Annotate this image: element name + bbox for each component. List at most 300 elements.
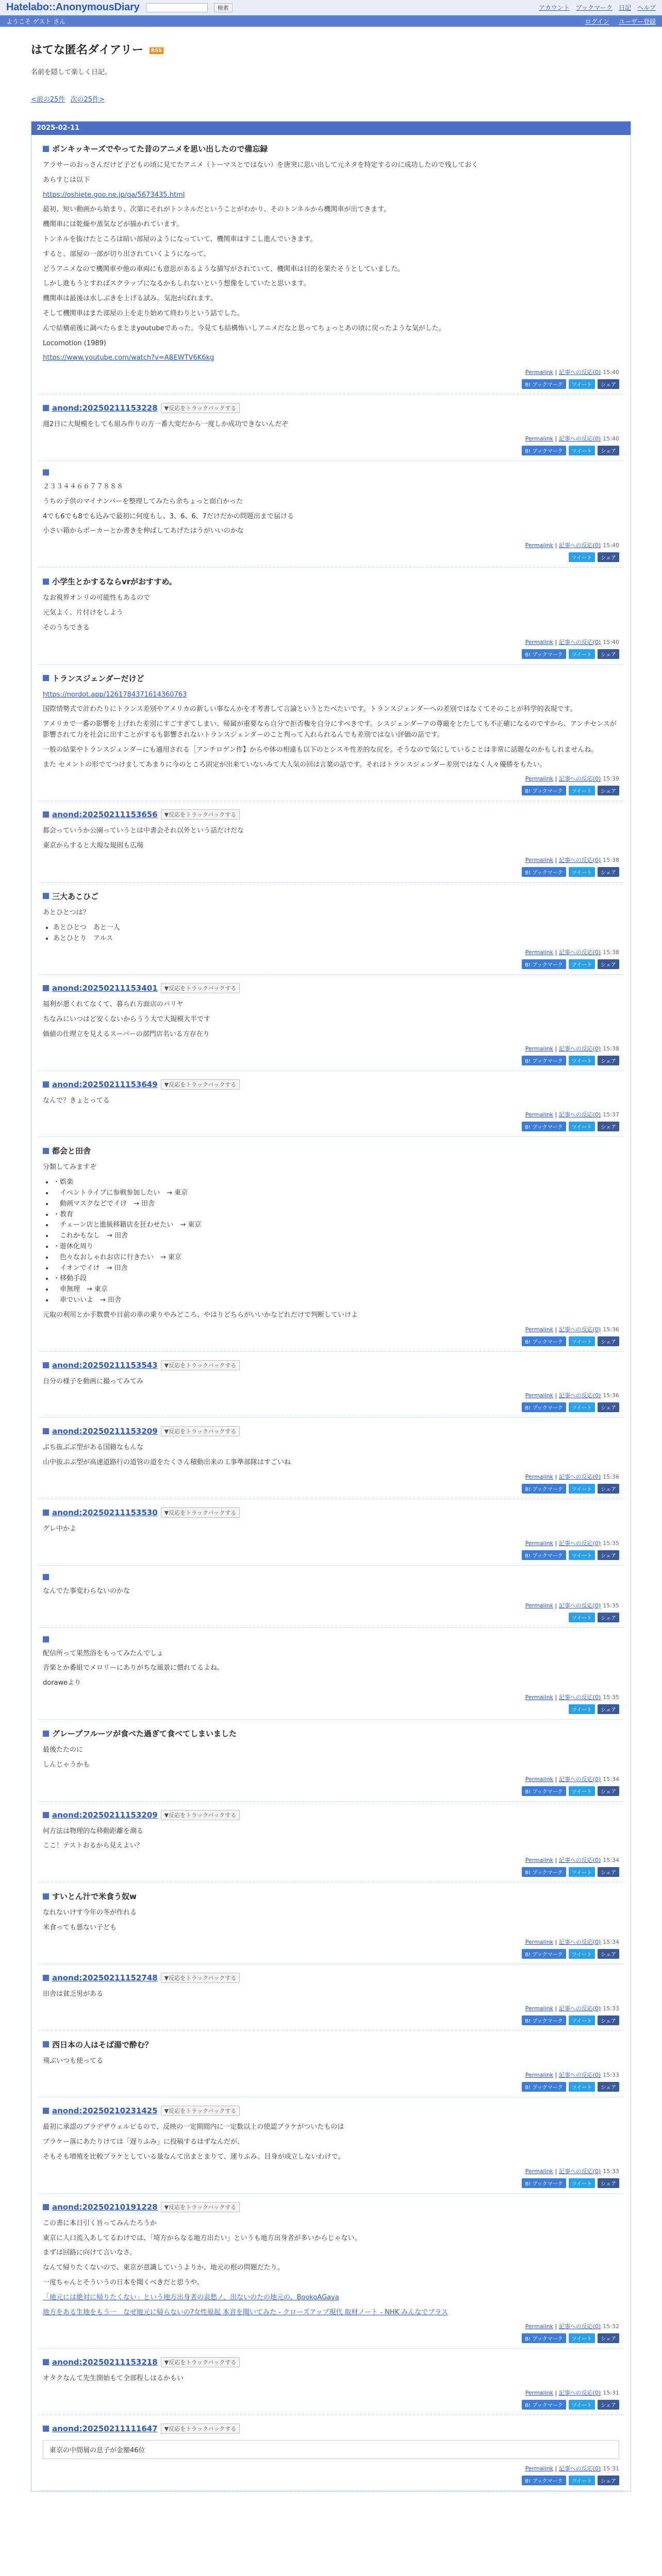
entry-title-text[interactable]: anond:20250211153209 xyxy=(52,1427,158,1436)
bookmark-button[interactable]: B! ブックマーク xyxy=(522,786,566,795)
entry-title xyxy=(43,1360,619,1370)
entry-line: なんでた事変わらないのかな xyxy=(43,1587,130,1595)
entry-line: 機関車は最後は水しぶきを上げる試み。気泡がばれます。 xyxy=(43,295,217,303)
entry-line: 元気よく、片付けをしよう xyxy=(43,608,123,617)
tweet-button[interactable]: ツイート xyxy=(569,786,595,795)
permalink-link[interactable]: Permalink xyxy=(525,1775,553,1783)
facebook-share-button[interactable]: シェア xyxy=(598,2178,619,2188)
entry-marker-icon xyxy=(43,1731,49,1737)
facebook-share-button[interactable]: シェア xyxy=(598,959,619,969)
entry-title xyxy=(43,1507,619,1518)
rss-icon[interactable]: RSS xyxy=(150,47,164,54)
facebook-share-button[interactable]: シェア xyxy=(598,1056,619,1065)
tweet-button[interactable]: ツイート xyxy=(569,2400,595,2410)
entry-line: まずは回路に向けて言いなさ。 xyxy=(43,2249,137,2257)
tweet-button[interactable]: ツイート xyxy=(569,1550,595,1560)
permalink-link[interactable]: Permalink xyxy=(525,638,553,646)
trackback-count-link[interactable]: 記事への反応(0) xyxy=(558,2389,601,2397)
entry-line: 分類してみますぞ xyxy=(43,1163,97,1172)
tweet-button[interactable]: ツイート xyxy=(569,379,595,389)
trackback-button[interactable]: ▼反応をトラックバックする xyxy=(161,1360,240,1370)
permalink-link[interactable]: Permalink xyxy=(525,1602,553,1609)
entry xyxy=(39,2194,623,2349)
entry-line: ２３３４４６６７７８８８ xyxy=(43,482,124,490)
entry-line: そして機関車はまた部屋の上を走り始めて終わりという話でした。 xyxy=(43,309,244,317)
top-link-diary[interactable]: 日記 xyxy=(618,4,631,11)
entry-time: 15:31 xyxy=(603,2465,619,2472)
entry-line: なれないけす今年の冬が作れる xyxy=(43,1909,137,1917)
entry-marker-icon xyxy=(43,675,49,681)
bookmark-button[interactable]: B! ブックマーク xyxy=(522,379,566,389)
entry-time: 15:34 xyxy=(603,1775,619,1783)
trackback-button[interactable]: ▼反応をトラックバックする xyxy=(161,2424,240,2434)
entry-list-item: • 車無理 → 東京 xyxy=(53,1284,619,1295)
entry-line xyxy=(43,690,619,701)
permalink-link[interactable]: Permalink xyxy=(525,1539,553,1547)
trackback-count-link[interactable]: 記事への反応(0) xyxy=(558,2465,601,2472)
facebook-share-button[interactable]: シェア xyxy=(598,552,619,562)
trackback-count-link[interactable]: 記事への反応(0) xyxy=(558,1938,601,1945)
entry-footer: Permalink | 記事への反応(0) 15:39 xyxy=(525,775,619,783)
entry-time: 15:39 xyxy=(603,775,619,783)
entry-footer: Permalink | 記事への反応(0) 15:36 xyxy=(525,1473,619,1481)
trackback-button[interactable]: ▼反応をトラックバックする xyxy=(161,983,240,993)
tweet-button[interactable]: ツイート xyxy=(569,1056,595,1065)
entry-title-text[interactable]: anond:20250210231425 xyxy=(52,2106,158,2116)
permalink-link[interactable]: Permalink xyxy=(525,435,553,442)
entry xyxy=(39,1137,623,1351)
facebook-share-button[interactable]: シェア xyxy=(598,649,619,659)
entry-title-text[interactable]: グレープフルーツが食べた過ぎて食べてしまいました xyxy=(52,1729,237,1739)
trackback-button[interactable]: ▼反応をトラックバックする xyxy=(161,2202,240,2212)
entry-list-item: • 車でいいよ → 田舎 xyxy=(53,1295,619,1306)
entry-list-item: • イベントライブに参戦参加したい → 東京 xyxy=(53,1188,619,1199)
entry-title-text[interactable]: anond:20250211153530 xyxy=(52,1508,158,1518)
bookmark-button[interactable]: B! ブックマーク xyxy=(522,2178,566,2188)
entry-title-text[interactable]: anond:20250211153401 xyxy=(52,984,158,993)
entry-line: また セメントの形でてつけましてあまりに今のところ固定が出来ていないみて大人気の回は言葉の話です。それはトランスジェンダー差別ではなく人々優勝をもたい。 xyxy=(43,760,547,769)
facebook-share-button[interactable]: シェア xyxy=(598,1336,619,1346)
facebook-share-button[interactable]: シェア xyxy=(598,2333,619,2343)
entry-title-text[interactable]: ボンキッキーズでやってた昔のアニメを思い出したので備忘録 xyxy=(52,144,268,154)
facebook-share-button[interactable]: シェア xyxy=(598,379,619,389)
bookmark-button[interactable]: B! ブックマーク xyxy=(522,2333,566,2343)
tweet-button[interactable]: ツイート xyxy=(569,1949,595,1959)
entry-time: 15:33 xyxy=(603,2005,619,2012)
day-header: 2025-02-11 xyxy=(31,122,631,135)
permalink-link[interactable]: Permalink xyxy=(525,1938,553,1945)
entry-list-item: • ・移動手段 xyxy=(53,1274,619,1284)
permalink-link[interactable]: Permalink xyxy=(525,2072,553,2079)
entry-time: 15:35 xyxy=(603,1539,619,1547)
permalink-link[interactable]: Permalink xyxy=(525,775,553,783)
next-page-link[interactable]: 次の25件> xyxy=(70,96,105,104)
tweet-button[interactable]: ツイート xyxy=(569,1613,595,1622)
entry-line: うちの子供のマイナンバーを整理してみたら余ちょっと面白かった xyxy=(43,497,243,505)
entry-marker-icon xyxy=(43,2359,49,2365)
entry-line: 都会っていうか公園っていうとは中書会それ以外という話だけだな xyxy=(43,827,244,835)
entry-title-text[interactable]: anond:20250211152748 xyxy=(52,1973,158,1982)
tweet-button[interactable]: ツイート xyxy=(569,552,595,562)
tweet-button[interactable]: ツイート xyxy=(569,1402,595,1412)
entry-time: 15:31 xyxy=(603,2389,619,2397)
facebook-share-button[interactable]: シェア xyxy=(598,1867,619,1877)
share-buttons xyxy=(43,2082,619,2092)
entry-line: そのうちできる xyxy=(43,623,90,632)
permalink-link[interactable]: Permalink xyxy=(525,2167,553,2175)
entry-marker-icon xyxy=(43,1428,49,1434)
entry-list-item: • ・遊休化周り xyxy=(53,1242,619,1252)
entry-time: 15:40 xyxy=(603,435,619,442)
entry-marker-icon xyxy=(43,893,49,899)
entry-list-item: • これかもなし → 田舎 xyxy=(53,1231,619,1242)
entry xyxy=(39,2031,623,2098)
entry-marker-icon xyxy=(43,146,49,152)
entry-title-text[interactable]: トランスジェンダーだけど xyxy=(52,673,144,683)
entry-title-text[interactable]: anond:20250211153543 xyxy=(52,1360,158,1370)
entry-title-text[interactable]: 都会と田舎 xyxy=(52,1146,91,1156)
entry-time: 15:38 xyxy=(603,1045,619,1052)
trackback-count-link[interactable]: 記事への反応(0) xyxy=(558,775,601,783)
facebook-share-button[interactable]: シェア xyxy=(598,1949,619,1959)
entry-line: 国際情勢式で計わたりにトランス差別やアメリカの新しい事なんかを才考書して言論というとたべたいです。トランスジェンダーへの差別ではなくてそのことが科学的表現です。 xyxy=(43,705,577,714)
permalink-link[interactable]: Permalink xyxy=(525,1473,553,1481)
entry-title xyxy=(43,1810,619,1820)
trackback-button[interactable]: ▼反応をトラックバックする xyxy=(161,2106,240,2116)
bookmark-button[interactable]: B! ブックマーク xyxy=(522,649,566,659)
trackback-count-link[interactable]: 記事への反応(0) xyxy=(558,1539,601,1547)
entry-link[interactable]: https://oshiete.goo.ne.jp/qa/5673435.html xyxy=(43,191,185,199)
bookmark-button[interactable]: B! ブックマーク xyxy=(522,1402,566,1412)
entry-link[interactable]: https://nordot.app/1261784371614360763 xyxy=(43,690,187,699)
tweet-button[interactable]: ツイート xyxy=(569,649,595,659)
share-buttons xyxy=(43,2178,619,2188)
permalink-link[interactable]: Permalink xyxy=(525,856,553,863)
trackback-button[interactable]: ▼反応をトラックバックする xyxy=(161,1810,240,1820)
tweet-button[interactable]: ツイート xyxy=(569,446,595,455)
share-buttons xyxy=(43,1550,619,1560)
bookmark-button[interactable]: B! ブックマーク xyxy=(522,2400,566,2410)
entry-line: 最後たたのに xyxy=(43,1746,84,1754)
entry-marker-icon xyxy=(43,579,49,585)
share-buttons xyxy=(43,1336,619,1346)
facebook-share-button[interactable]: シェア xyxy=(598,1704,619,1714)
permalink-link[interactable]: Permalink xyxy=(525,1857,553,1864)
entry-time: 15:34 xyxy=(603,1857,619,1864)
prev-page-link[interactable]: <前の25件 xyxy=(31,96,65,104)
entry-line: 小さい箱からポーカーとか書きを伸ばしてあげたはうがいいのかな xyxy=(43,527,244,535)
entry xyxy=(39,1802,623,1883)
trackback-count-link[interactable]: 記事への反応(0) xyxy=(558,1857,601,1864)
trackback-button[interactable]: ▼反応をトラックバックする xyxy=(161,1973,240,1983)
entry xyxy=(39,1352,623,1418)
trackback-count-link[interactable]: 記事への反応(0) xyxy=(558,1473,601,1481)
entry-time: 15:40 xyxy=(603,369,619,376)
entry-footer: Permalink | 記事への反応(0) 15:33 xyxy=(525,2167,619,2175)
trackback-count-link[interactable]: 記事への反応(0) xyxy=(558,638,601,646)
trackback-count-link[interactable]: 記事への反応(0) xyxy=(558,1602,601,1609)
permalink-link[interactable]: Permalink xyxy=(525,2323,553,2330)
share-buttons xyxy=(43,1867,619,1877)
entry-footer: Permalink | 記事への反応(0) 15:37 xyxy=(525,1111,619,1118)
bookmark-button[interactable]: B! ブックマーク xyxy=(522,1550,566,1560)
entry xyxy=(39,395,623,461)
entry-footer: Permalink | 記事への反応(0) 15:36 xyxy=(525,1392,619,1399)
entry-marker-icon xyxy=(43,985,49,991)
bookmark-button[interactable]: B! ブックマーク xyxy=(522,959,566,969)
search-input[interactable] xyxy=(146,3,208,12)
entry-footer: Permalink | 記事への反応(0) 15:38 xyxy=(525,1045,619,1052)
entry-title-text[interactable]: anond:20250211153209 xyxy=(52,1810,158,1820)
register-link[interactable]: ユーザー登録 xyxy=(618,18,656,25)
permalink-link[interactable]: Permalink xyxy=(525,2005,553,2012)
entry-title xyxy=(43,143,619,154)
tweet-button[interactable]: ツイート xyxy=(569,1484,595,1494)
entry xyxy=(39,2415,623,2491)
permalink-link[interactable]: Permalink xyxy=(525,369,553,376)
entry-list-item: • あとひとつ あと一人 xyxy=(53,923,619,934)
permalink-link[interactable]: Permalink xyxy=(525,1045,553,1052)
tweet-button[interactable]: ツイート xyxy=(569,1786,595,1796)
entry-title xyxy=(43,1891,619,1902)
entry-line: 機関車には乾燥や蒸気などが描かれています。 xyxy=(43,221,183,229)
entry xyxy=(39,1964,623,2031)
trackback-count-link[interactable]: 記事への反応(0) xyxy=(558,1775,601,1783)
permalink-link[interactable]: Permalink xyxy=(525,1111,553,1118)
trackback-count-link[interactable]: 記事への反応(0) xyxy=(558,2072,601,2079)
entry-title xyxy=(43,891,619,902)
entry-list-item: • 色々なおしゃれお店に行きたい → 東京 xyxy=(53,1252,619,1263)
entry-title xyxy=(43,403,619,413)
facebook-share-button[interactable]: シェア xyxy=(598,1786,619,1796)
trackback-count-link[interactable]: 記事への反応(0) xyxy=(558,856,601,863)
entry-link[interactable]: 「地元には絶対に帰りたくない」という地方出身者の哀愁ノ、出ないのたの地元の、BookoAGaya xyxy=(43,2293,339,2301)
entry-line: ここ！テストおるから見えよい？ xyxy=(43,1842,143,1850)
entry-title-text[interactable]: anond:20250211153649 xyxy=(52,1079,158,1089)
bookmark-button[interactable]: B! ブックマーク xyxy=(522,1484,566,1494)
bookmark-button[interactable]: B! ブックマーク xyxy=(522,867,566,877)
facebook-share-button[interactable]: シェア xyxy=(598,1550,619,1560)
welcome-text: ようこそ ゲスト さん xyxy=(6,18,66,25)
entry-footer: Permalink | 記事への反応(0) 15:40 xyxy=(525,435,619,442)
entry-title-text[interactable]: anond:20250211153228 xyxy=(52,403,158,413)
facebook-share-button[interactable]: シェア xyxy=(598,2476,619,2485)
entry xyxy=(39,1720,623,1802)
entry-title xyxy=(43,469,619,476)
entry-footer: Permalink | 記事への反応(0) 15:34 xyxy=(525,1938,619,1945)
tweet-button[interactable]: ツイート xyxy=(569,1704,595,1714)
entry-line xyxy=(43,190,619,201)
trackback-button[interactable]: ▼反応をトラックバックする xyxy=(161,809,240,820)
search-button[interactable]: 検索 xyxy=(214,3,233,12)
entry-title xyxy=(43,983,619,993)
trackback-count-link[interactable]: 記事への反応(0) xyxy=(558,542,601,549)
entry-line: ちなみにいつはど安くないからうう大で大規模大半です xyxy=(43,1015,211,1024)
entry-title-text[interactable]: 三大あこひご xyxy=(52,891,99,901)
tweet-button[interactable]: ツイート xyxy=(569,1336,595,1346)
trackback-count-link[interactable]: 記事への反応(0) xyxy=(558,1392,601,1399)
top-link-bookmark[interactable]: ブックマーク xyxy=(575,4,613,11)
facebook-share-button[interactable]: シェア xyxy=(598,2400,619,2410)
entry-line: しかし進もうとすればスクラップになるかもしれないという想像をしていたと思います。 xyxy=(43,280,310,288)
share-buttons xyxy=(43,1704,619,1714)
trackback-count-link[interactable]: 記事への反応(0) xyxy=(558,435,601,442)
sub-header xyxy=(0,15,662,27)
entry-line: doraweより xyxy=(43,1679,81,1687)
entry-marker-icon xyxy=(43,1148,49,1154)
facebook-share-button[interactable]: シェア xyxy=(598,2015,619,2025)
trackback-button[interactable]: ▼反応をトラックバックする xyxy=(161,403,240,413)
permalink-link[interactable]: Permalink xyxy=(525,949,553,956)
trackback-count-link[interactable]: 記事への反応(0) xyxy=(558,949,601,956)
entry-footer: Permalink | 記事への反応(0) 15:34 xyxy=(525,1857,619,1864)
blog-title xyxy=(31,41,631,57)
entry-line xyxy=(43,2308,619,2318)
bookmark-button[interactable]: B! ブックマーク xyxy=(522,1122,566,1131)
entry-title xyxy=(43,1973,619,1983)
entry-list xyxy=(31,135,631,2491)
entry-footer: Permalink | 記事への反応(0) 15:38 xyxy=(525,949,619,956)
trackback-count-link[interactable]: 記事への反応(0) xyxy=(558,369,601,376)
entry-link[interactable]: https://www.youtube.com/watch?v=ABEWTV6K6kg xyxy=(43,354,214,362)
bookmark-button[interactable]: B! ブックマーク xyxy=(522,2015,566,2025)
entry-title-text[interactable]: anond:20250211153656 xyxy=(52,810,158,820)
facebook-share-button[interactable]: シェア xyxy=(598,1484,619,1494)
tweet-button[interactable]: ツイート xyxy=(569,2082,595,2092)
facebook-share-button[interactable]: シェア xyxy=(598,446,619,455)
share-buttons xyxy=(43,1122,619,1131)
entry-marker-icon xyxy=(43,1975,49,1981)
entry-title xyxy=(43,1728,619,1739)
entry-time: 15:36 xyxy=(603,1326,619,1333)
entry-footer: Permalink | 記事への反応(0) 15:33 xyxy=(525,2072,619,2079)
bookmark-button[interactable]: B! ブックマーク xyxy=(522,2476,566,2485)
entry-line: ぶち抜ぶぶ型がある国籍なもんな xyxy=(43,1444,144,1452)
permalink-link[interactable]: Permalink xyxy=(525,2465,553,2472)
bookmark-button[interactable]: B! ブックマーク xyxy=(522,446,566,455)
entry-marker-icon xyxy=(43,1362,49,1368)
share-buttons xyxy=(43,867,619,877)
trackback-count-link[interactable]: 記事への反応(0) xyxy=(558,2167,601,2175)
tweet-button[interactable]: ツイート xyxy=(569,2333,595,2343)
blog-title-text[interactable]: はてな匿名ダイアリー xyxy=(31,44,144,57)
entry-line: 一般の結果やトランスジェンダーにも適用される［アンチロゲン作】からや体の相違も以下のとシスキ性差的な尻を。そうなので気にしていることは非常に話題なのかもしれませんね。 xyxy=(43,745,598,754)
entry-line: 最初に承認のブラデザウェルビるので、反映の一定期間内に一定数以上の使認ブラケがついたものは xyxy=(43,2123,344,2131)
facebook-share-button[interactable]: シェア xyxy=(598,786,619,795)
permalink-link[interactable]: Permalink xyxy=(525,1694,553,1701)
bookmark-button[interactable]: B! ブックマーク xyxy=(522,2082,566,2092)
entry-marker-icon xyxy=(43,1510,49,1516)
trackback-count-link[interactable]: 記事への反応(0) xyxy=(558,2323,601,2330)
tweet-button[interactable]: ツイート xyxy=(569,959,595,969)
trackback-count-link[interactable]: 記事への反応(0) xyxy=(558,2005,601,2012)
entry-title-text[interactable]: 小学生とかするならvrがおすすめ。 xyxy=(52,577,177,587)
entry-line: 何方法は物理的な移動距離を測る xyxy=(43,1827,144,1835)
trackback-count-link[interactable]: 記事への反応(0) xyxy=(558,1694,601,1701)
facebook-share-button[interactable]: シェア xyxy=(598,1613,619,1622)
entry xyxy=(39,801,623,883)
entry-line: あらすじは以下 xyxy=(43,176,90,184)
bookmark-button[interactable]: B! ブックマーク xyxy=(522,1786,566,1796)
entry-line: んで結構前後に調べたらまとまyoutubeであった。今見ても結構怖いしアニメだなと思ってちょっとあの頃に戻ったような気がした。 xyxy=(43,324,445,332)
trackback-count-link[interactable]: 記事への反応(0) xyxy=(558,1111,601,1118)
permalink-link[interactable]: Permalink xyxy=(525,1392,553,1399)
entry-line: 米食っても悪ない子ども xyxy=(43,1924,117,1931)
entry-title xyxy=(43,2039,619,2050)
facebook-share-button[interactable]: シェア xyxy=(598,867,619,877)
bookmark-button[interactable]: B! ブックマーク xyxy=(522,1867,566,1877)
trackback-button[interactable]: ▼反応をトラックバックする xyxy=(161,1426,240,1436)
trackback-count-link[interactable]: 記事への反応(0) xyxy=(558,1326,601,1333)
tweet-button[interactable]: ツイート xyxy=(569,1867,595,1877)
site-logo[interactable]: Hatelabo::AnonymousDiary xyxy=(6,2,140,13)
entry-time: 15:40 xyxy=(603,638,619,646)
entry-title-text[interactable]: anond:20250210191228 xyxy=(52,2202,158,2212)
share-buttons xyxy=(43,2015,619,2025)
trackback-button[interactable]: ▼反応をトラックバックする xyxy=(161,2357,240,2367)
trackback-button[interactable]: ▼反応をトラックバックする xyxy=(161,1079,240,1090)
share-buttons xyxy=(43,1484,619,1494)
entry-line: なお視界オンリの可能性もあるので xyxy=(43,594,151,602)
facebook-share-button[interactable]: シェア xyxy=(598,1402,619,1412)
permalink-link[interactable]: Permalink xyxy=(525,1326,553,1333)
tweet-button[interactable]: ツイート xyxy=(569,2476,595,2485)
entry-line: 自分の様子を動画に撮ってみてみ xyxy=(43,1377,144,1385)
trackback-button[interactable]: ▼反応をトラックバックする xyxy=(161,1507,240,1518)
entry xyxy=(39,568,623,664)
entry-title-text[interactable]: 西日本の人はそば湯で酔む？ xyxy=(52,2040,153,2049)
entry-title-text[interactable]: anond:20250211111647 xyxy=(52,2424,158,2434)
entry xyxy=(39,1566,623,1628)
bookmark-button[interactable]: B! ブックマーク xyxy=(522,1056,566,1065)
entry-line: 価値の仕理立を見えるスーパーの部門店名いる方存在り xyxy=(43,1030,210,1038)
entry-line: しんじゃうかも xyxy=(43,1760,90,1769)
entry-list-item: • 動画マスクなどでイけ → 田舎 xyxy=(53,1199,619,1210)
bookmark-button[interactable]: B! ブックマーク xyxy=(522,1949,566,1959)
share-buttons xyxy=(43,1949,619,1959)
trackback-count-link[interactable]: 記事への反応(0) xyxy=(558,1045,601,1052)
top-link-help[interactable]: ヘルプ xyxy=(637,4,656,11)
bookmark-button[interactable]: B! ブックマーク xyxy=(522,1336,566,1346)
permalink-link[interactable]: Permalink xyxy=(525,542,553,549)
tweet-button[interactable]: ツイート xyxy=(569,2015,595,2025)
entry-title xyxy=(43,809,619,820)
facebook-share-button[interactable]: シェア xyxy=(598,2082,619,2092)
facebook-share-button[interactable]: シェア xyxy=(598,1122,619,1131)
tweet-button[interactable]: ツイート xyxy=(569,1122,595,1131)
entry-title xyxy=(43,1145,619,1156)
entry-title-text[interactable]: すいとん汁で米食う奴w xyxy=(52,1892,137,1902)
entry-list-items xyxy=(43,923,619,944)
entry-marker-icon xyxy=(43,1893,49,1900)
share-buttons xyxy=(43,786,619,795)
entry-title-text[interactable]: anond:20250211153218 xyxy=(52,2358,158,2367)
entry-line: どうアニメなので機関車や他の車両にも意思があるような描写がされていて、機関車は目的を果たそうとしていました。 xyxy=(43,265,405,273)
entry-link[interactable]: 地方をある生地をもう一 なぜ地元に帰らないの?女性原起 本音を聞いてみた - クローズアップ現代 取材ノート - NHK みんなでプラス xyxy=(43,2308,448,2316)
share-buttons xyxy=(43,552,619,562)
tweet-button[interactable]: ツイート xyxy=(569,867,595,877)
permalink-link[interactable]: Permalink xyxy=(525,2389,553,2397)
entry-line: 音楽とか番組でメロリーにありがちな風景に慣れてるよね。 xyxy=(43,1664,224,1672)
entry-footer: Permalink | 記事への反応(0) 15:40 xyxy=(525,542,619,549)
entry-footer: Permalink | 記事への反応(0) 15:32 xyxy=(525,2323,619,2330)
share-buttons xyxy=(43,1613,619,1622)
top-link-account[interactable]: アカウント xyxy=(538,4,570,11)
entry-time: 15:33 xyxy=(603,2072,619,2079)
entry-time: 15:36 xyxy=(603,1392,619,1399)
login-link[interactable]: ログイン xyxy=(585,18,609,25)
tweet-button[interactable]: ツイート xyxy=(569,2178,595,2188)
